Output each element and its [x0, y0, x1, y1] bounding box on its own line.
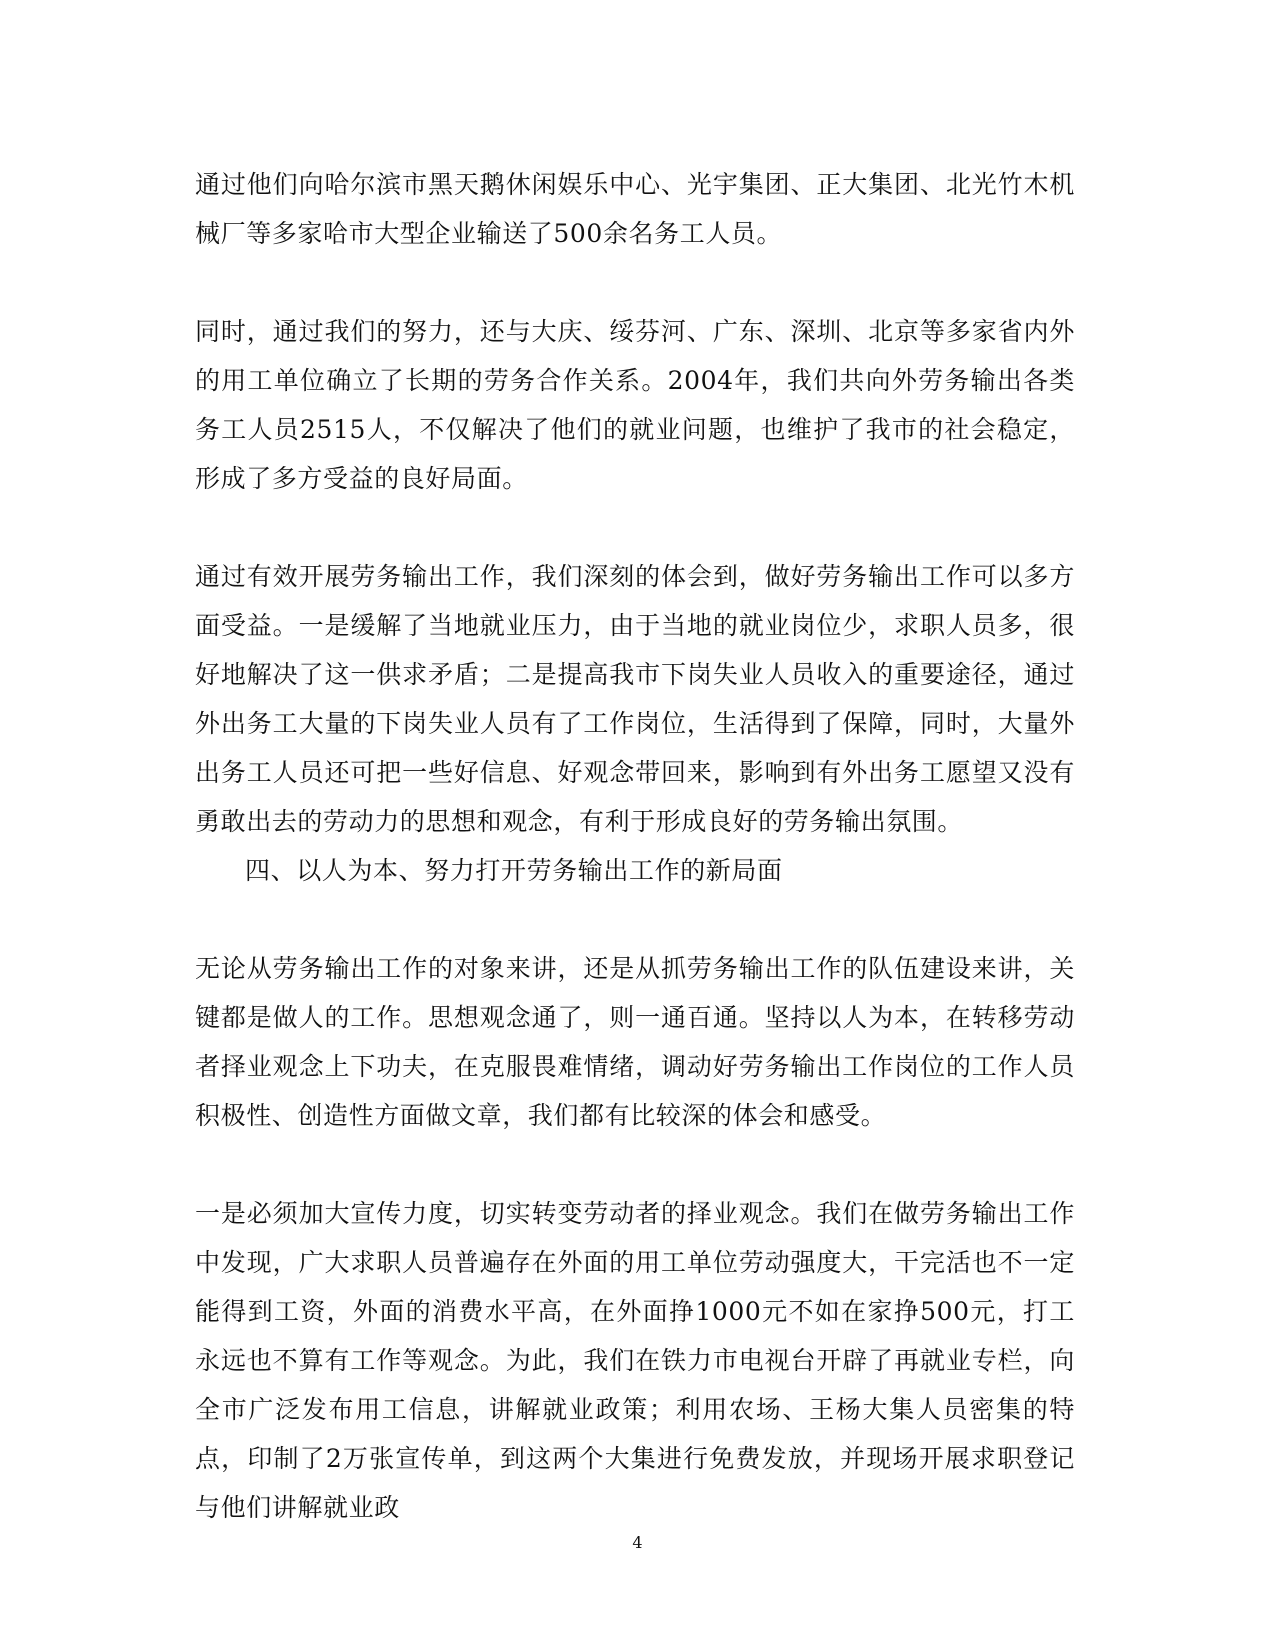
page-number: 4 [632, 1533, 643, 1552]
paragraph-2: 同时，通过我们的努力，还与大庆、绥芬河、广东、深圳、北京等多家省内外的用工单位确立了长期的劳务合作关系。2004年，我们共向外劳务输出各类务工人员2515人，不仅解决了他们的就业问题，也维护了我市的社会稳定，形成了多方受益的良好局面。 [195, 317, 1075, 493]
paragraph-3: 通过有效开展劳务输出工作，我们深刻的体会到，做好劳务输出工作可以多方面受益。一是缓解了当地就业压力，由于当地的就业岗位少，求职人员多，很好地解决了这一供求矛盾；二是提高我市下岗失业人员收入的重要途径，通过外出务工大量的下岗失业人员有了工作岗位，生活得到了保障，同时，大量外出务工人员还可把一些好信息、好观念带回来，影响到有外出务工愿望又没有勇敢出去的劳动力的思想和观念，有利于形成良好的劳务输出氛围。 [195, 562, 1075, 836]
paragraph-5: 一是必须加大宣传力度，切实转变劳动者的择业观念。我们在做劳务输出工作中发现，广大求职人员普遍存在外面的用工单位劳动强度大，干完活也不一定能得到工资，外面的消费水平高，在外面挣1000元不如在家挣500元，打工永远也不算有工作等观念。为此，我们在铁力市电视台开辟了再就业专栏，向全市广泛发布用工信息，讲解就业政策；利用农场、王杨大集人员密集的特点，印制了2万张宣传单，到这两个大集进行免费发放，并现场开展求职登记与他们讲解就业政 [195, 1199, 1075, 1522]
paragraph-1: 通过他们向哈尔滨市黑天鹅休闲娱乐中心、光宇集团、正大集团、北光竹木机械厂等多家哈市大型企业输送了500余名务工人员。 [195, 170, 1075, 248]
section-heading: 四、以人为本、努力打开劳务输出工作的新局面 [245, 856, 783, 885]
document-body [195, 160, 1075, 1532]
paragraph-4: 无论从劳务输出工作的对象来讲，还是从抓劳务输出工作的队伍建设来讲，关键都是做人的工作。思想观念通了，则一通百通。坚持以人为本，在转移劳动者择业观念上下功夫，在克服畏难情绪，调动好劳务输出工作岗位的工作人员积极性、创造性方面做文章，我们都有比较深的体会和感受。 [195, 954, 1075, 1130]
